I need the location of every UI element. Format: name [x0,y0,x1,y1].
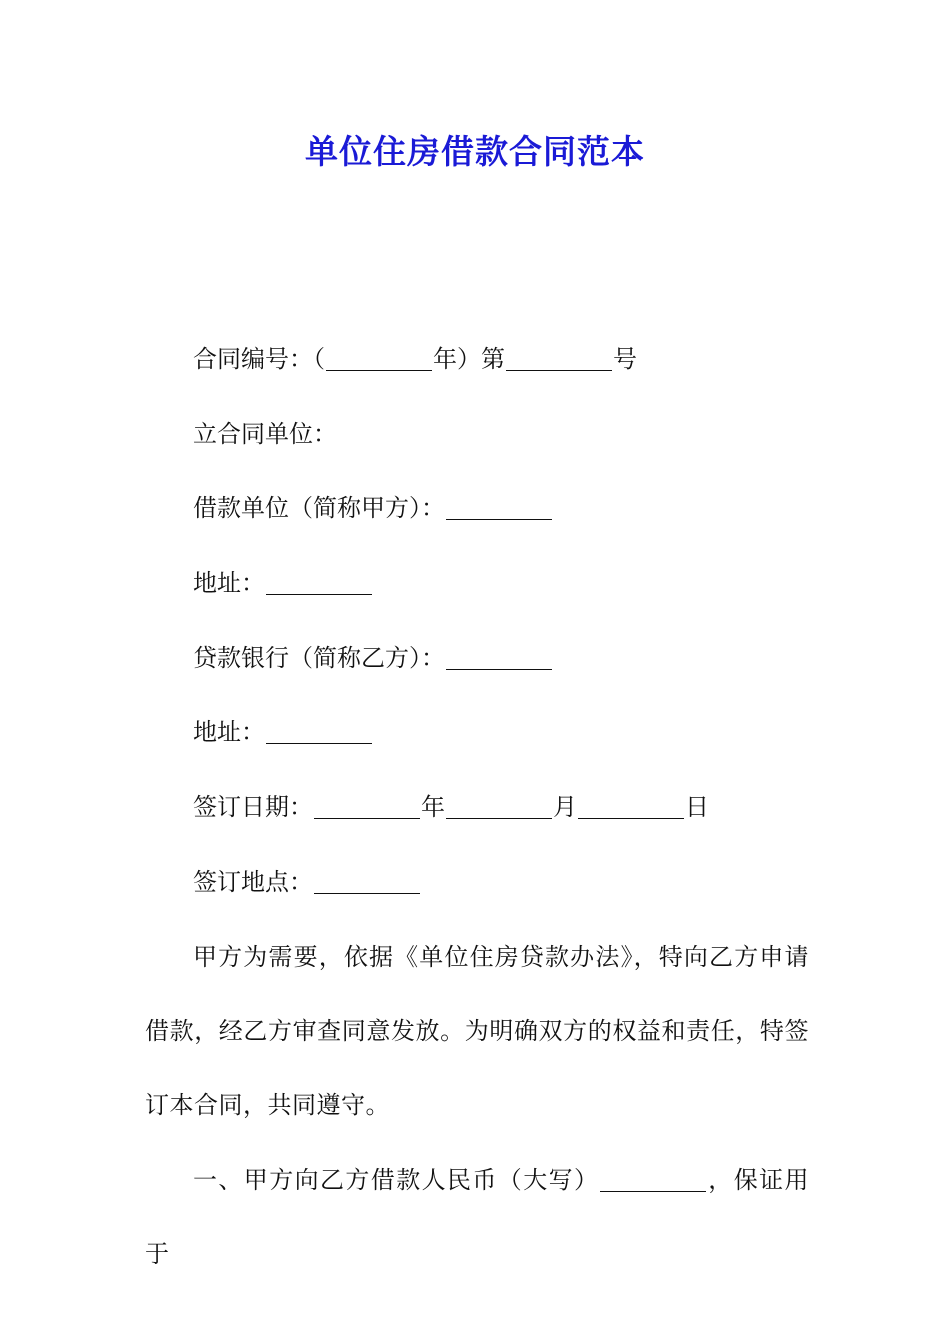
sign-month-unit: 月 [553,793,577,821]
sign-month-blank [446,790,552,819]
bank-address-label: 地址： [193,718,265,746]
bank-label: 贷款银行（简称乙方）： [193,644,445,672]
sign-place-blank [314,865,420,894]
borrower-line [193,490,553,526]
borrower-address-label: 地址： [193,569,265,597]
contract-number-end: 号 [613,345,637,373]
sign-year-blank [314,790,420,819]
intro-paragraph: 甲方为需要，依据《单位住房贷款办法》，特向乙方申请借款，经乙方审查同意发放。为明确双方的权益和责任，特签订本合同，共同遵守。 [145,943,809,1119]
clause-1-text: 一、甲方向乙方借款人民币（大写） [193,1166,600,1194]
borrower-label: 借款单位（简称甲方）： [193,494,445,522]
sign-date-label: 签订日期： [193,793,313,821]
contract-year-blank [326,342,432,371]
parties-heading: 立合同单位： [193,420,337,448]
borrower-address-blank [266,566,372,595]
sign-place-label: 签订地点： [193,868,313,896]
borrower-blank [446,491,552,520]
clause-1-text-after: ，保证用于 [145,1166,810,1268]
clause-1-paragraph [145,1143,809,1291]
sign-date-line [193,789,709,825]
contract-number-mid: 年）第 [433,345,505,373]
contract-serial-blank [506,342,612,371]
sign-day-unit: 日 [685,793,709,821]
bank-address-blank [266,715,372,744]
contract-number-line [193,341,637,377]
contract-number-label: 合同编号：（ [193,345,325,373]
sign-place-line [193,864,421,900]
borrower-address-line [193,565,373,601]
bank-address-line [193,714,373,750]
sign-day-blank [578,790,684,819]
bank-line [193,640,553,676]
loan-amount-blank [600,1163,706,1192]
sign-year-unit: 年 [421,793,445,821]
bank-blank [446,641,552,670]
document-title: 单位住房借款合同范本 [305,132,645,171]
